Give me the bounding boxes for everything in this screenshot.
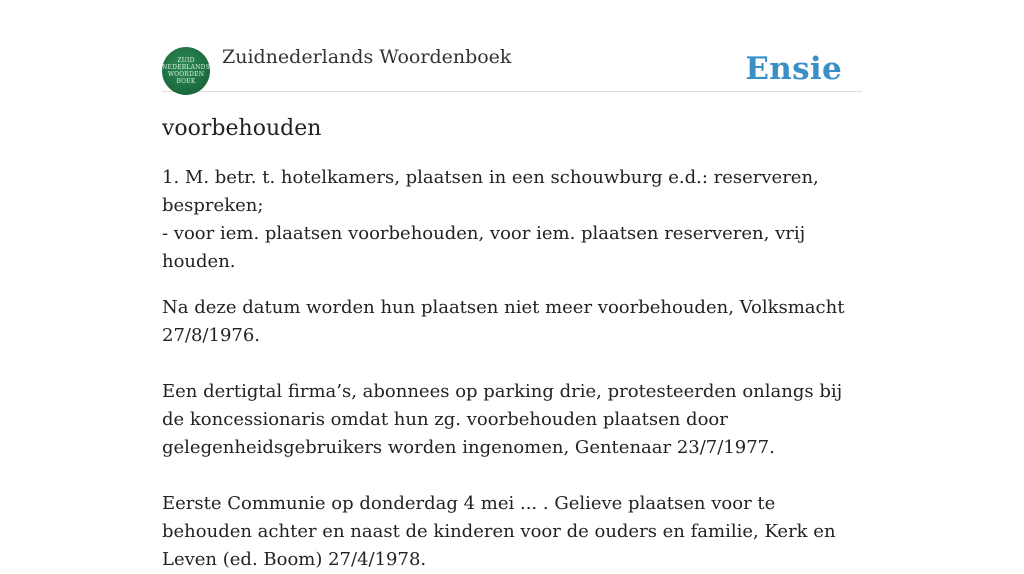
definition bbox=[162, 164, 862, 276]
card-header bbox=[162, 44, 862, 92]
definition-line-2: - voor iem. plaatsen voorbehouden, voor iem. plaatsen reserveren, vrij houden. bbox=[162, 223, 806, 272]
example-quote-2: Een dertigtal firma’s, abonnees op parking drie, protesteerden onlangs bij de koncessionaris omdat hun zg. voorbehouden plaatsen door gelegenheidsgebruikers worden ingenomen, Gentenaar 23/7/1977. bbox=[162, 381, 843, 458]
logo-text-line-4: BOEK bbox=[176, 78, 196, 85]
logo-text-line-3: WOORDEN bbox=[167, 71, 205, 78]
source-title[interactable]: Zuidnederlands Woordenboek bbox=[222, 46, 512, 68]
example-quote-1: Na deze datum worden hun plaatsen niet meer voorbehouden, Volksmacht 27/8/1976. bbox=[162, 297, 845, 346]
logo-text-line-1: ZUID bbox=[177, 57, 195, 64]
definition-line-1: 1. M. betr. t. hotelkamers, plaatsen in een schouwburg e.d.: reserveren, bespreken; bbox=[162, 167, 819, 216]
headword: voorbehouden bbox=[162, 116, 322, 141]
entry-card bbox=[162, 44, 862, 574]
ensie-brand-logo[interactable]: Ensie bbox=[745, 51, 842, 87]
zuidnederlands-woordenboek-logo[interactable] bbox=[162, 47, 210, 95]
logo-text-line-2: NEDERLANDS bbox=[162, 64, 210, 71]
example-quote-3: Eerste Communie op donderdag 4 mei ... . Gelieve plaatsen voor te behouden achter en naast de kinderen voor de ouders en familie, Kerk en Leven (ed. Boom) 27/4/1978. bbox=[162, 493, 836, 570]
